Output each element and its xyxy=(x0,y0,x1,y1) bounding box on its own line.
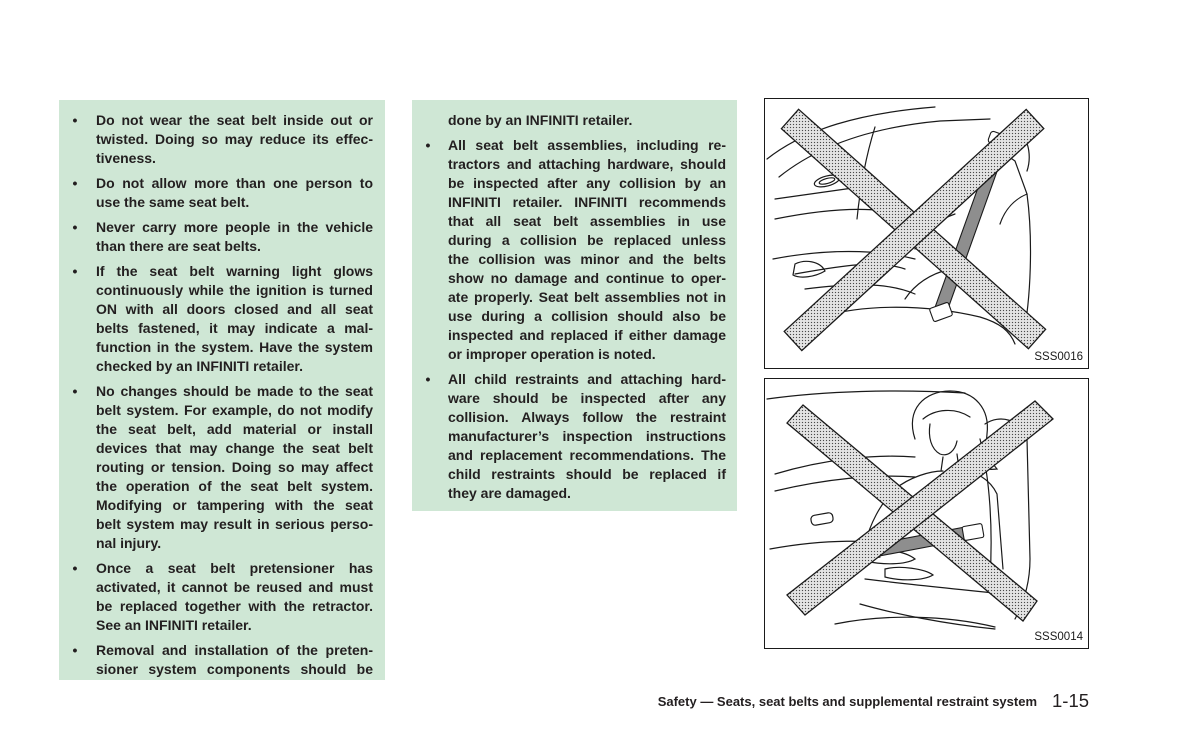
text-line: belt system may result in serious perso- xyxy=(96,516,373,532)
left-text-column xyxy=(59,100,385,680)
text-line: checked by an INFINITI retailer. xyxy=(96,358,303,374)
text-line: ON with all doors closed and all seat xyxy=(96,301,373,317)
text-line: routing or tension. Doing so may affect xyxy=(96,459,373,475)
text-line: the seat belt, add material or install xyxy=(96,421,373,437)
text-line: show no damage and continue to oper- xyxy=(448,270,726,286)
text-line: INFINITI retailer. INFINITI recommends xyxy=(448,194,726,210)
text-line: twisted. Doing so may reduce its effec- xyxy=(96,131,373,147)
bullet-mark: • xyxy=(72,112,78,128)
continued-paragraph xyxy=(412,111,737,130)
text-line: See an INFINITI retailer. xyxy=(96,617,252,633)
bullet-mark: • xyxy=(72,560,78,576)
x-mark xyxy=(787,401,1053,621)
text-line: sioner system components should be xyxy=(96,661,373,677)
figure-code-label: SSS0016 xyxy=(1034,351,1083,363)
text-line: the operation of the seat belt system. xyxy=(96,478,373,494)
text-line: use the same seat belt. xyxy=(96,194,250,210)
text-line: Removal and installation of the preten- xyxy=(96,642,373,658)
text-line: ware should be inspected after any xyxy=(448,390,726,406)
text-line: and replacement recommendations. The xyxy=(448,447,726,463)
bullet-item xyxy=(59,641,385,679)
text-line: collision. Always follow the restraint xyxy=(448,409,726,425)
text-line: manufacturer’s inspection instructions xyxy=(448,428,726,444)
bullet-mark: • xyxy=(425,137,431,153)
text-line: inspected and replaced if either damage xyxy=(448,327,726,343)
text-line: tiveness. xyxy=(96,150,156,166)
text-line: tractors and attaching hardware, should xyxy=(448,156,726,172)
x-mark xyxy=(781,109,1045,350)
text-line: during a collision be replaced unless xyxy=(448,232,726,248)
bullet-item xyxy=(412,370,737,503)
seat-belt-misuse-illustration-2 xyxy=(765,379,1087,647)
figure-sss0016 xyxy=(764,98,1089,369)
bullet-item xyxy=(59,382,385,553)
bullet-item xyxy=(59,559,385,635)
text-line: function in the system. Have the system xyxy=(96,339,373,355)
bullet-item xyxy=(59,174,385,212)
bullet-item xyxy=(412,136,737,364)
page-number: 1-15 xyxy=(1052,690,1090,711)
text-line: Do not allow more than one person to xyxy=(96,175,373,191)
text-line: If the seat belt warning light glows xyxy=(96,263,373,279)
text-line: the collision was minor and the belts xyxy=(448,251,726,267)
footer-section-title: Safety — Seats, seat belts and supplemental restraint system xyxy=(657,694,1037,709)
text-line: belt system. For example, do not modify xyxy=(96,402,373,418)
bullet-item xyxy=(59,111,385,168)
text-line: Modifying or tampering with the seat xyxy=(96,497,373,513)
figure-code-label: SSS0014 xyxy=(1034,631,1083,643)
text-line: Do not wear the seat belt inside out or xyxy=(96,112,373,128)
text-line: belts fastened, it may indicate a mal- xyxy=(96,320,373,336)
text-line: Once a seat belt pretensioner has xyxy=(96,560,373,576)
bullet-mark: • xyxy=(72,219,78,235)
bullet-mark: • xyxy=(425,371,431,387)
text-line: they are damaged. xyxy=(448,485,571,501)
seat-belt-misuse-illustration-1 xyxy=(765,99,1087,367)
middle-text-column xyxy=(412,100,737,511)
text-line: continuously while the ignition is turned xyxy=(96,282,373,298)
bullet-mark: • xyxy=(72,383,78,399)
text-line: All child restraints and attaching hard- xyxy=(448,371,726,387)
bullet-item xyxy=(59,218,385,256)
text-line: be replaced together with the retractor. xyxy=(96,598,373,614)
text-line: that all seat belt assemblies in use xyxy=(448,213,726,229)
bullet-mark: • xyxy=(72,642,78,658)
bullet-mark: • xyxy=(72,175,78,191)
text-line: use during a collision should also be xyxy=(448,308,726,324)
text-line: Never carry more people in the vehicle xyxy=(96,219,373,235)
figure-sss0014 xyxy=(764,378,1089,649)
text-line: or improper operation is noted. xyxy=(448,346,656,362)
bullet-mark: • xyxy=(72,263,78,279)
text-line: nal injury. xyxy=(96,535,162,551)
text-line: be inspected after any collision by an xyxy=(448,175,726,191)
text-line: child restraints should be replaced if xyxy=(448,466,726,482)
text-line: All seat belt assemblies, including re- xyxy=(448,137,726,153)
text-line: devices that may change the seat belt xyxy=(96,440,373,456)
bullet-item xyxy=(59,262,385,376)
text-line: done by an INFINITI retailer. xyxy=(448,112,633,128)
text-line: than there are seat belts. xyxy=(96,238,261,254)
text-line: ate properly. Seat belt assemblies not in xyxy=(448,289,726,305)
text-line: activated, it cannot be reused and must xyxy=(96,579,373,595)
text-line: No changes should be made to the seat xyxy=(96,383,373,399)
